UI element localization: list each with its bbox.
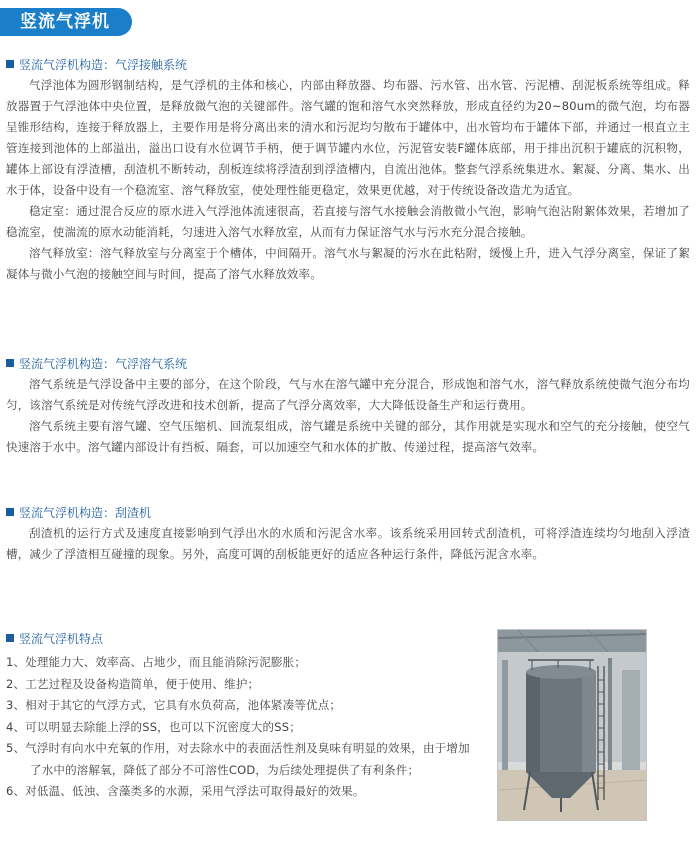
list-item: 1、处理能力大、效率高、占地少，而且能消除污泥膨胀； [6, 655, 307, 669]
section-scum-scraper [6, 503, 690, 565]
paragraph: 溶气释放室：溶气释放室与分离室于个槽体，中间隔开。溶气水与絮凝的污水在此粘附，缓慢上升，进入气浮分离室，保证了絮凝体与微小气泡的接触空间与时间，提高了溶气水释放效率。 [6, 246, 690, 281]
list-item: 2、工艺过程及设备构造简单，便于使用、维护； [6, 676, 260, 691]
section-heading-text: 竖流气浮机构造：气浮溶气系统 [19, 356, 188, 371]
equipment-photo [497, 629, 647, 821]
flotation-tank-illustration [498, 630, 647, 821]
list-item: 3、相对于其它的气浮方式，它具有水负荷高，池体紧凑等优点； [6, 698, 342, 712]
list-item: 4、可以明显去除能上浮的SS，也可以下沉密度大的SS； [6, 719, 301, 734]
list-item: 6、对低温、低浊、含藻类多的水源，采用气浮法可取得最好的效果。 [6, 784, 365, 798]
feature-list [6, 652, 476, 803]
paragraph: 溶气系统主要有溶气罐、空气压缩机、回流泵组成，溶气罐是系统中关键的部分，其作用就是实现水和空气的充分接触，使空气快速溶于水中。溶气罐内部设计有挡板、隔套，可以加速空气和水体的扩散、传递过程，提高溶气效率。 [6, 419, 690, 454]
bullet-square-icon [6, 60, 14, 68]
section-features [6, 629, 476, 803]
paragraph: 稳定室：通过混合反应的原水进入气浮池体流速很高，若直接与溶气水接触会消散微小气泡，影响气泡沾附絮体效果，若增加了稳流室，使湍流的原水动能消耗，匀速进入溶气水释放室，从而有力保证溶气水与污水充分混合接触。 [6, 204, 690, 239]
bullet-square-icon [6, 634, 14, 642]
section-contact-system [6, 55, 690, 285]
section-heading [6, 354, 690, 372]
section-heading-text: 竖流气浮机构造：气浮接触系统 [19, 57, 188, 72]
bullet-square-icon [6, 508, 14, 516]
paragraph: 刮渣机的运行方式及速度直接影响到气浮出水的水质和污泥含水率。该系统采用回转式刮渣机，可将浮渣连续均匀地刮入浮渣槽，减少了浮渣相互碰撞的现象。另外，高度可调的刮板能更好的适应各种运行条件，降低污泥含水率。 [6, 526, 690, 561]
page-title-banner [0, 8, 132, 36]
section-heading-text: 竖流气浮机构造：刮渣机 [19, 505, 152, 520]
paragraph: 溶气系统是气浮设备中主要的部分，在这个阶段，气与水在溶气罐中充分混合，形成饱和溶气水，溶气释放系统使微气泡分布均匀，该溶气系统是对传统气浮改进和技术创新，提高了气浮分离效率，大大降低设备生产和运行费用。 [6, 377, 690, 412]
section-heading [6, 629, 476, 647]
section-heading [6, 55, 690, 73]
section-heading [6, 503, 690, 521]
page-title: 竖流气浮机 [20, 12, 110, 32]
section-heading-text: 竖流气浮机特点 [19, 631, 104, 646]
paragraph: 气浮池体为圆形钢制结构，是气浮机的主体和核心，内部由释放器、均布器、污水管、出水管、污泥槽、刮泥板系统等组成。释放器置于气浮池体中央位置，是释放微气泡的关键部件。溶气罐的饱和溶气水突然释放，形成直径约为20~80um的微气泡，均布器呈锥形结构，连接于释放器上，主要作用是将分离出来的清水和污泥均匀散布于罐体中，出水管均布于罐体下部，并通过一根直立主管连接到池体的上部溢出，溢出口设有水位调节手柄，便于调节罐内水位，污泥管安装F罐体底部，用于排出沉积于罐底的沉积物，罐体上部设有浮渣槽，刮渣机不断转动，刮板连续将浮渣刮到浮渣槽内，自流出池体。整套气浮系统集进水、絮凝、分离、集水、出水于体，设备中设有一个稳流室、溶气释放室，使处理性能更稳定，效果更优越，对于传统设备改造尤为适宜。 [6, 78, 690, 197]
list-item: 5、气浮时有向水中充氧的作用，对去除水中的表面活性剂及臭味有明显的效果，由于增加了水中的溶解氧，降低了部分不可溶性COD，为后续处理提供了有利条件； [6, 741, 470, 777]
section-dissolved-air-system [6, 354, 690, 458]
bullet-square-icon [6, 359, 14, 367]
